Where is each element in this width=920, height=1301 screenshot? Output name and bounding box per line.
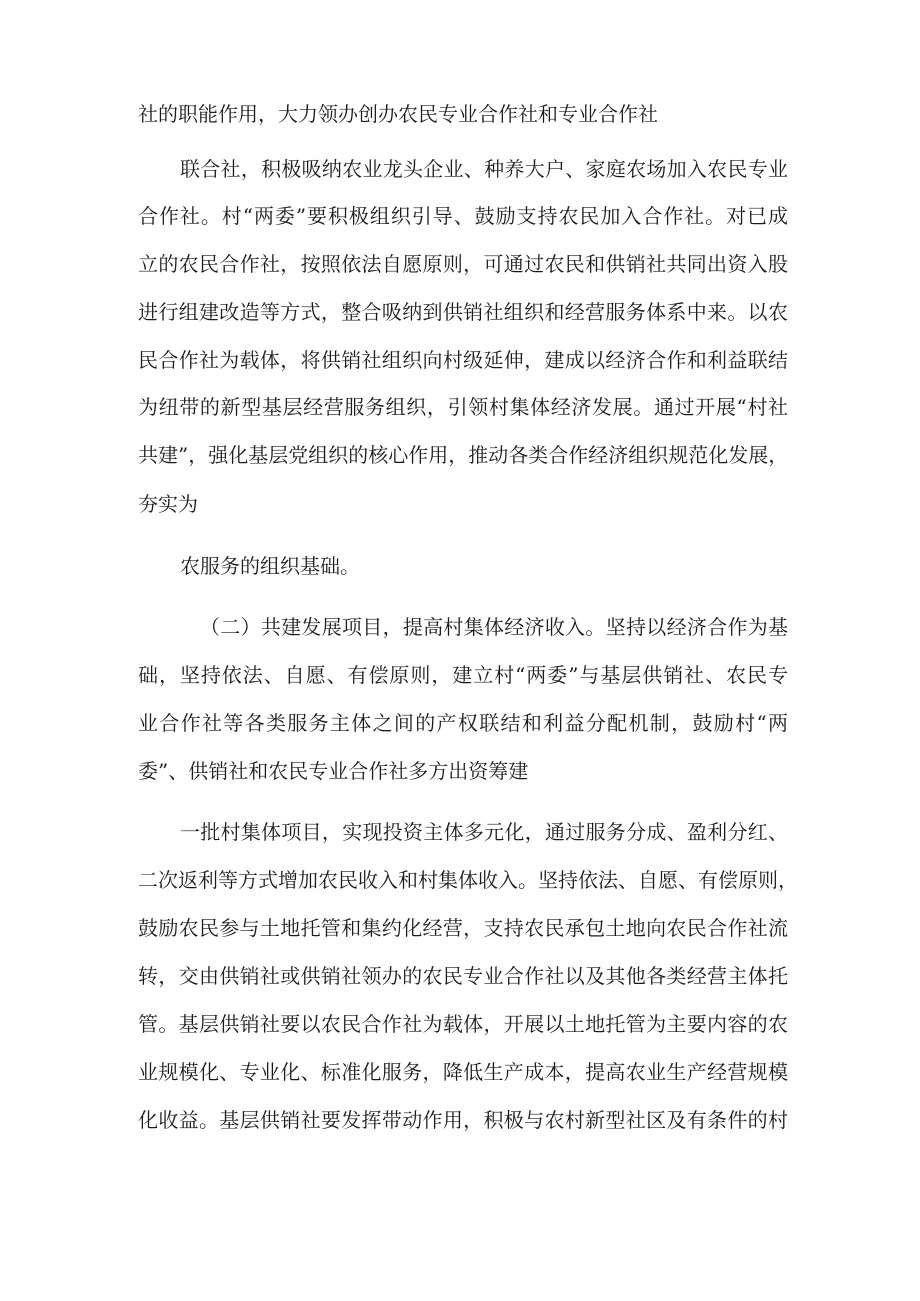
text-line: 民合作社为载体，将供销社组织向村级延伸，建成以经济合作和利益联结: [138, 348, 788, 372]
text-line: 业合作社等各类服务主体之间的产权联结和利益分配机制，鼓励村“两: [138, 711, 788, 735]
text-line: 础，坚持依法、自愿、有偿原则，建立村“两委”与基层供销社、农民专: [138, 663, 788, 687]
text-line: 一批村集体项目，实现投资主体多元化，通过服务分成、盈利分红、: [180, 820, 788, 844]
text-line: 共建”，强化基层党组织的核心作用，推动各类合作经济组织规范化发展，: [138, 443, 789, 467]
text-line: 化收益。基层供销社要发挥带动作用，积极与农村新型社区及有条件的村: [138, 1108, 788, 1132]
text-line: 为纽带的新型基层经营服务组织，引领村集体经济发展。通过开展“村社: [138, 395, 788, 419]
text-line: （二）共建发展项目，提高村集体经济收入。坚持以经济合作为基: [200, 615, 788, 639]
text-line: 立的农民合作社，按照依法自愿原则，可通过农民和供销社共同出资入股: [138, 252, 788, 276]
text-line: 二次返利等方式增加农民收入和村集体收入。坚持依法、自愿、有偿原则，: [138, 868, 798, 892]
text-line: 管。基层供销社要以农民合作社为载体，开展以土地托管为主要内容的农: [138, 1012, 788, 1036]
text-line: 鼓励农民参与土地托管和集约化经营，支持农民承包土地向农民合作社流: [138, 916, 788, 940]
text-line: 合作社。村“两委”要积极组织引导、鼓励支持农民加入合作社。对已成: [138, 204, 788, 228]
text-line: 委”、供销社和农民专业合作社多方出资筹建: [138, 759, 529, 783]
text-line: 农服务的组织基础。: [180, 554, 360, 578]
text-line: 社的职能作用，大力领办创办农民专业合作社和专业合作社: [138, 102, 658, 126]
text-line: 夯实为: [138, 492, 198, 516]
text-line: 转，交由供销社或供销社领办的农民专业合作社以及其他各类经营主体托: [138, 964, 788, 988]
text-line: 进行组建改造等方式，整合吸纳到供销社组织和经营服务体系中来。以农: [138, 300, 788, 324]
text-line: 联合社，积极吸纳农业龙头企业、种养大户、家庭农场加入农民专业: [180, 157, 788, 181]
text-line: 业规模化、专业化、标准化服务，降低生产成本，提高农业生产经营规模: [138, 1060, 788, 1084]
